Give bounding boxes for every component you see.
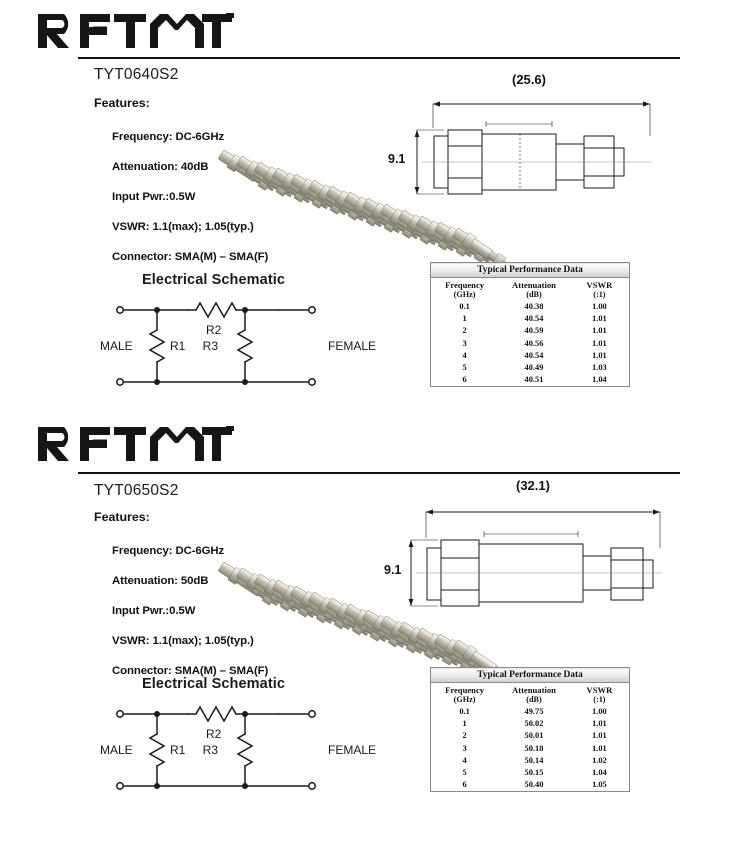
unit-frequency: (GHz) — [453, 289, 476, 299]
table-row — [431, 718, 630, 730]
cell-frequency: 6 — [462, 780, 467, 790]
cell-attenuation: 49.75 — [524, 707, 544, 717]
table-row — [431, 779, 630, 792]
table-row — [431, 313, 630, 325]
table-title: Typical Performance Data — [431, 263, 630, 278]
cell-attenuation: 40.51 — [524, 375, 544, 385]
column-header-vswr: VSWR — [586, 279, 613, 290]
schematic-title: Electrical Schematic — [142, 676, 286, 692]
dimension-height: 9.1 — [388, 152, 406, 166]
cell-attenuation: 50.14 — [524, 755, 544, 765]
product-panel-tyt0650s2 — [0, 412, 750, 843]
column-header-attenuation: Attenuation — [512, 279, 556, 290]
table-row — [431, 325, 630, 337]
table-row — [431, 374, 630, 387]
cell-frequency: 1 — [462, 314, 467, 324]
cell-vswr: 1.01 — [592, 719, 607, 729]
cell-attenuation: 50.15 — [524, 768, 544, 778]
cell-frequency: 2 — [462, 731, 467, 741]
dimension-overall-length: (25.6) — [512, 72, 546, 87]
cell-vswr: 1.04 — [592, 375, 607, 385]
resistor-label-r1: R1 — [170, 339, 186, 353]
resistor-label-r3: R3 — [202, 339, 218, 353]
cell-attenuation: 40.49 — [524, 363, 544, 373]
rftyt-logo — [36, 424, 246, 466]
unit-attenuation: (dB) — [526, 694, 542, 704]
model-number: TYT0640S2 — [94, 66, 179, 83]
table-title-row — [431, 263, 630, 278]
performance-data-table — [430, 667, 630, 792]
unit-vswr: (:1) — [593, 694, 606, 704]
table-row — [431, 766, 630, 778]
cell-frequency: 1 — [462, 719, 467, 729]
feature-item: VSWR: 1.1(max); 1.05(typ.) — [112, 221, 254, 233]
resistor-label-r2: R2 — [206, 727, 222, 741]
table-title-row — [431, 668, 630, 683]
dimension-overall-length: (32.1) — [516, 478, 550, 493]
mechanical-drawing — [388, 72, 670, 206]
cell-frequency: 3 — [462, 743, 467, 753]
cell-attenuation: 40.54 — [524, 314, 544, 324]
cell-attenuation: 40.38 — [524, 302, 544, 312]
column-header-frequency: Frequency — [445, 684, 485, 695]
cell-frequency: 0.1 — [459, 707, 470, 717]
port-label-male: MALE — [100, 339, 133, 353]
dimension-height: 9.1 — [384, 563, 402, 577]
mechanical-drawing — [384, 478, 683, 618]
resistor-label-r1: R1 — [170, 743, 186, 757]
table-header-row — [431, 683, 630, 695]
table-row — [431, 706, 630, 718]
features-heading: Features: — [94, 510, 150, 524]
table-row — [431, 301, 630, 313]
table-row — [431, 349, 630, 361]
port-label-female: FEMALE — [328, 743, 377, 757]
port-label-female: FEMALE — [328, 339, 377, 353]
feature-item: Frequency: DC-6GHz — [112, 545, 225, 557]
cell-frequency: 3 — [462, 338, 467, 348]
header-divider — [78, 472, 680, 474]
table-row — [431, 754, 630, 766]
table-row — [431, 730, 630, 742]
cell-attenuation: 40.56 — [524, 338, 544, 348]
cell-vswr: 1.00 — [592, 302, 607, 312]
feature-item: Input Pwr.:0.5W — [112, 605, 196, 617]
table-row — [431, 361, 630, 373]
column-header-vswr: VSWR — [586, 684, 613, 695]
cell-attenuation: 50.18 — [524, 743, 544, 753]
port-label-male: MALE — [100, 743, 133, 757]
cell-vswr: 1.01 — [592, 314, 607, 324]
cell-attenuation: 40.54 — [524, 350, 544, 360]
table-header-row — [431, 278, 630, 290]
cell-attenuation: 40.59 — [524, 326, 544, 336]
features-heading: Features: — [94, 96, 150, 110]
cell-attenuation: 50.40 — [524, 780, 544, 790]
header-divider — [78, 57, 680, 59]
feature-item: Input Pwr.:0.5W — [112, 191, 196, 203]
feature-item: VSWR: 1.1(max); 1.05(typ.) — [112, 635, 254, 647]
cell-vswr: 1.01 — [592, 338, 607, 348]
cell-attenuation: 50.01 — [524, 731, 544, 741]
resistor-label-r3: R3 — [202, 743, 218, 757]
cell-frequency: 2 — [462, 326, 467, 336]
feature-item: Frequency: DC-6GHz — [112, 131, 225, 143]
product-panel-tyt0640s2 — [0, 0, 750, 412]
cell-vswr: 1.01 — [592, 743, 607, 753]
cell-vswr: 1.01 — [592, 731, 607, 741]
table-title: Typical Performance Data — [431, 668, 630, 683]
cell-vswr: 1.01 — [592, 350, 607, 360]
performance-data-table — [430, 262, 630, 387]
cell-vswr: 1.01 — [592, 326, 607, 336]
electrical-schematic — [100, 676, 410, 798]
schematic-title: Electrical Schematic — [142, 272, 286, 288]
cell-vswr: 1.05 — [592, 780, 607, 790]
unit-frequency: (GHz) — [453, 694, 476, 704]
feature-item: Connector: SMA(M) – SMA(F) — [112, 251, 269, 263]
feature-item: Attenuation: 50dB — [112, 575, 209, 587]
unit-attenuation: (dB) — [526, 289, 542, 299]
resistor-label-r2: R2 — [206, 323, 222, 337]
cell-vswr: 1.02 — [592, 755, 607, 765]
cell-vswr: 1.00 — [592, 707, 607, 717]
table-row — [431, 742, 630, 754]
cell-frequency: 4 — [462, 755, 467, 765]
cell-vswr: 1.03 — [592, 363, 607, 373]
unit-vswr: (:1) — [593, 289, 606, 299]
feature-item: Connector: SMA(M) – SMA(F) — [112, 665, 269, 677]
cell-frequency: 5 — [462, 363, 467, 373]
cell-attenuation: 50.02 — [524, 719, 544, 729]
cell-vswr: 1.04 — [592, 768, 607, 778]
column-header-attenuation: Attenuation — [512, 684, 556, 695]
model-number: TYT0650S2 — [94, 482, 179, 499]
feature-item: Attenuation: 40dB — [112, 161, 209, 173]
electrical-schematic — [100, 272, 410, 392]
table-row — [431, 337, 630, 349]
column-header-frequency: Frequency — [445, 279, 485, 290]
table-units-row — [431, 695, 630, 706]
cell-frequency: 4 — [462, 350, 467, 360]
table-units-row — [431, 290, 630, 301]
cell-frequency: 5 — [462, 768, 467, 778]
cell-frequency: 0.1 — [459, 302, 470, 312]
cell-frequency: 6 — [462, 375, 467, 385]
rftyt-logo — [36, 11, 246, 53]
